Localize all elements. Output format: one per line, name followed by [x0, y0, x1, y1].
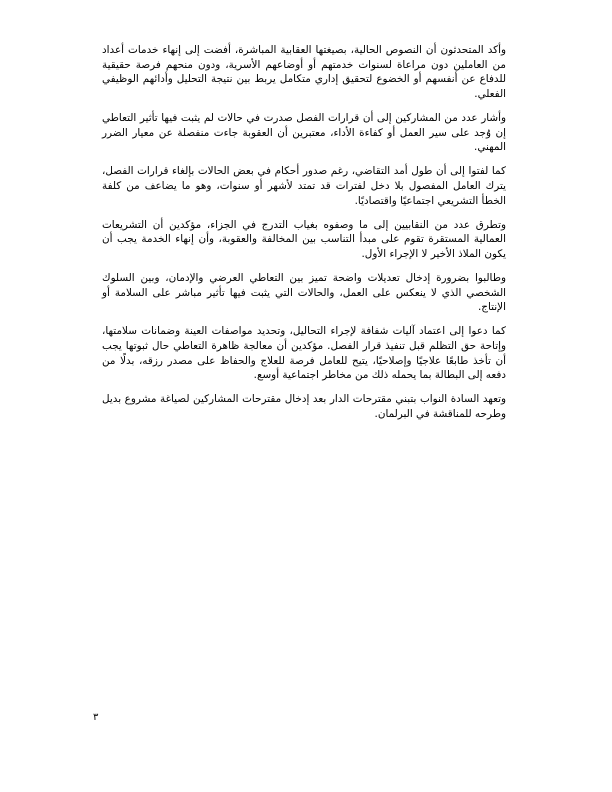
- paragraph: وتعهد السادة النواب بتبني مقترحات الدار بعد إدخال مقترحات المشاركين لصياغة مشروع بديل وطرحه للمناقشة في البرلمان.: [102, 393, 506, 420]
- paragraph: كما دعوا إلى اعتماد آليات شفافة لإجراء التحاليل، وتحديد مواصفات العينة وضمانات سلامتها، وإتاحة حق التظلم قبل تنفيذ قرار الفصل. مؤكدين أن معالجة ظاهرة التعاطي حال ثبوتها يجب أن تأخذ طابعًا علاجيًا وإصلاحيًا، يتيح للعامل فرصة للعلاج والحفاظ على مصدر رزقه، بدلًا من دفعه إلى البطالة بما يحمله ذلك من مخاطر اجتماعية أوسع.: [102, 325, 506, 382]
- paragraph: وتطرق عدد من النقابيين إلى ما وصفوه بغياب التدرج في الجزاء، مؤكدين أن التشريعات العمالية المستقرة تقوم على مبدأ التناسب بين المخالفة والعقوبة، وأن إنهاء الخدمة يجب أن يكون الملاذ الأخير لا الإجراء الأول.: [102, 218, 506, 260]
- page-number: ٣: [93, 712, 99, 723]
- body-text: [102, 43, 506, 431]
- paragraph: وأشار عدد من المشاركين إلى أن قرارات الفصل صدرت في حالات لم يثبت فيها تأثير التعاطي إن وُجد على سير العمل أو كفاءة الأداء، معتبرين أن العقوبة جاءت منفصلة عن معيار الضرر المهني.: [102, 112, 506, 154]
- paragraph: وأكد المتحدثون أن النصوص الحالية، بصيغتها العقابية المباشرة، أفضت إلى إنهاء خدمات أعداد من العاملين دون مراعاة لسنوات خدمتهم أو أوضاعهم الأسرية، ودون منحهم فرصة حقيقية للدفاع عن أنفسهم أو الخضوع لتحقيق إداري متكامل يربط بين نتيجة التحليل وأدائهم الوظيفي الفعلي.: [102, 44, 506, 101]
- paragraph: كما لفتوا إلى أن طول أمد التقاضي، رغم صدور أحكام في بعض الحالات بإلغاء قرارات الفصل، يترك العامل المفصول بلا دخل لفترات قد تمتد لأشهر أو سنوات، وهو ما يضاعف من كلفة الخطأ التشريعي اجتماعيًا واقتصاديًا.: [102, 165, 506, 207]
- paragraph: وطالبوا بضرورة إدخال تعديلات واضحة تميز بين التعاطي العرضي والإدمان، وبين السلوك الشخصي الذي لا ينعكس على العمل، والحالات التي يثبت فيها تأثير مباشر على السلامة أو الإنتاج.: [102, 271, 506, 314]
